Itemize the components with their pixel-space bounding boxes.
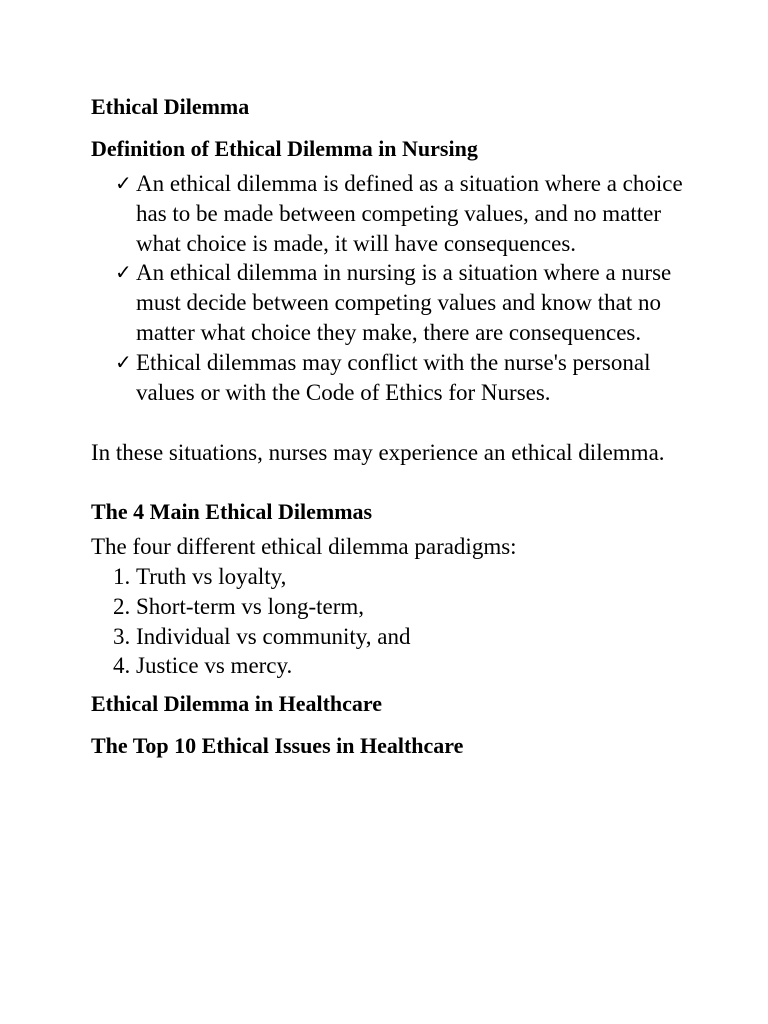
list-item (91, 169, 691, 258)
paradigm-text: Justice vs mercy. (136, 653, 293, 679)
main-dilemmas-heading: The 4 Main Ethical Dilemmas (91, 499, 373, 525)
situations-paragraph: In these situations, nurses may experience an ethical dilemma. (91, 440, 665, 466)
list-item (91, 348, 691, 408)
list-number: 3. (113, 623, 131, 649)
paradigms-list (91, 562, 691, 681)
list-item (91, 592, 691, 622)
paradigm-text: Individual vs community, and (136, 623, 411, 649)
list-number: 2. (113, 593, 131, 619)
list-item (91, 258, 691, 347)
checkmark-icon: ✓ (115, 171, 132, 195)
paradigm-text: Short-term vs long-term, (136, 593, 365, 619)
definition-point-text: An ethical dilemma is defined as a situation where a choice has to be made between competing values, and no matter what choice is made, it will have consequences. (136, 171, 683, 256)
list-item (91, 562, 691, 592)
paradigm-text: Truth vs loyalty, (136, 563, 287, 589)
healthcare-heading: Ethical Dilemma in Healthcare (91, 691, 383, 717)
definition-point-text: Ethical dilemmas may conflict with the nurse's personal values or with the Code of Ethics for Nurses. (136, 349, 651, 405)
list-item (91, 651, 691, 681)
document-page (91, 92, 691, 761)
checkmark-icon: ✓ (115, 260, 132, 285)
paradigms-intro: The four different ethical dilemma paradigms: (91, 534, 517, 560)
checkmark-icon: ✓ (115, 349, 132, 374)
list-number: 4. (113, 653, 131, 679)
definition-heading: Definition of Ethical Dilemma in Nursing (91, 136, 478, 161)
list-number: 1. (113, 563, 131, 589)
top-issues-heading: The Top 10 Ethical Issues in Healthcare (91, 733, 464, 759)
list-item (91, 622, 691, 652)
document-title: Ethical Dilemma (91, 94, 250, 119)
definition-point-text: An ethical dilemma in nursing is a situation where a nurse must decide between competing values and know that no matter what choice they make, there are consequences. (136, 260, 672, 345)
definition-list (91, 169, 691, 407)
